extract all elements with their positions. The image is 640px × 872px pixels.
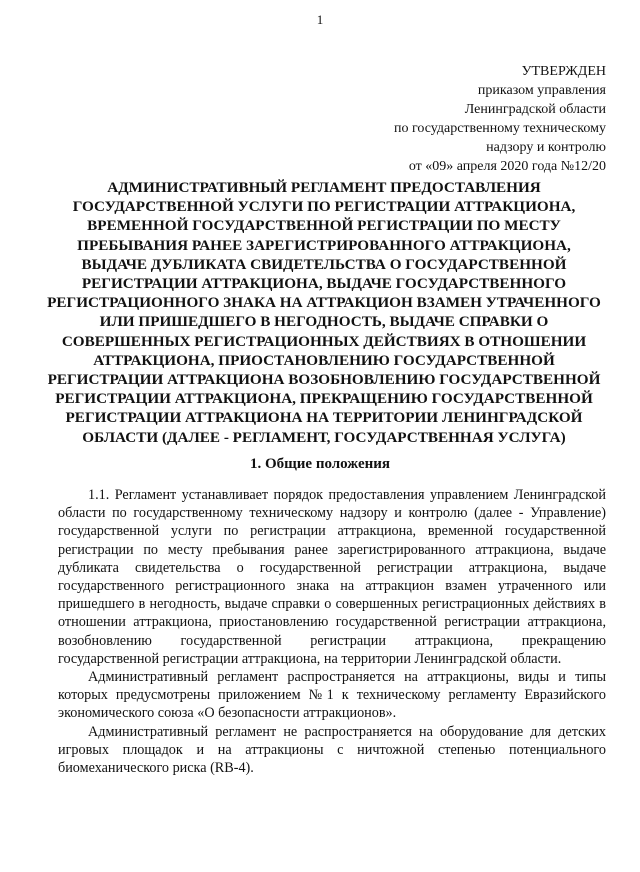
approval-line: от «09» апреля 2020 года №12/20 — [408, 159, 606, 174]
paragraph: Административный регламент распространяется на аттракционы, виды и типы которых предусмотрены приложением №1 к техническому регламенту Евразийского экономического союза «О безопасности аттракционов». — [58, 669, 606, 722]
document-title: АДМИНИСТРАТИВНЫЙ РЕГЛАМЕНТ ПРЕДОСТАВЛЕНИЯ ГОСУДАРСТВЕННОЙ УСЛУГИ ПО РЕГИСТРАЦИИ АТТРАКЦИОНА, ВРЕМЕННОЙ ГОСУДАРСТВЕННОЙ РЕГИСТРАЦИИ ПО МЕСТУ ПРЕБЫВАНИЯ РАНЕЕ ЗАРЕГИСТРИРОВАННОГО АТТРАКЦИОНА, ВЫДАЧЕ ДУБЛИКАТА СВИДЕТЕЛЬСТВА О ГОСУДАРСТВЕННОЙ РЕГИСТРАЦИИ АТТРАКЦИОНА, ВЫДАЧЕ ГОСУДАРСТВЕННОГО РЕГИСТРАЦИОННОГО ЗНАКА НА АТТРАКЦИОН ВЗАМЕН УТРАЧЕННОГО ИЛИ ПРИШЕДШЕГО В НЕГОДНОСТЬ, ВЫДАЧЕ СПРАВКИ О СОВЕРШЕННЫХ РЕГИСТРАЦИОННЫХ ДЕЙСТВИЯХ В ОТНОШЕНИИ АТТРАКЦИОНА, ПРИОСТАНОВЛЕНИЮ ГОСУДАРСТВЕННОЙ РЕГИСТРАЦИИ АТТРАКЦИОНА ВОЗОБНОВЛЕНИЮ ГОСУДАРСТВЕННОЙ РЕГИСТРАЦИИ АТТРАКЦИОНА, ПРЕКРАЩЕНИЮ ГОСУДАРСТВЕННОЙ РЕГИСТРАЦИИ АТТРАКЦИОНА НА ТЕРРИТОРИИ ЛЕНИНГРАДСКОЙ ОБЛАСТИ (ДАЛЕЕ - РЕГЛАМЕНТ, ГОСУДАРСТВЕННАЯ УСЛУГА) — [47, 179, 601, 446]
approval-block — [286, 62, 606, 176]
approval-line: надзору и контролю — [486, 140, 606, 155]
approval-line: Ленинградской области — [464, 102, 606, 117]
paragraph: Административный регламент не распространяется на оборудование для детских игровых площадок и на аттракционы с ничтожной степенью потенциального биомеханического риска (RB-4). — [58, 723, 606, 777]
approval-line: по государственному техническому — [393, 121, 606, 136]
approval-line: УТВЕРЖДЕН — [521, 64, 606, 79]
page-number: 1 — [316, 12, 324, 27]
body-text — [58, 486, 606, 777]
section-heading: 1. Общие положения — [249, 456, 391, 472]
paragraph: 1.1. Регламент устанавливает порядок предоставления управлением Ленинградской области по государственному техническому надзору и контролю (далее - Управление) государственной услуги по регистрации аттракциона, временной государственной регистрации по месту пребывания ранее зарегистрированного аттракциона, выдаче дубликата свидетельства о государственной регистрации аттракциона, выдаче государственного регистрационного знака на аттракцион взамен утраченного или пришедшего в негодность, выдаче справки о совершенных регистрационных действиях в отношении аттракциона, приостановлению государственной регистрации аттракциона, возобновлению государственной регистрации аттракциона, прекращению государственной регистрации аттракциона, на территории Ленинградской области. — [58, 487, 606, 667]
approval-line: приказом управления — [477, 83, 606, 98]
